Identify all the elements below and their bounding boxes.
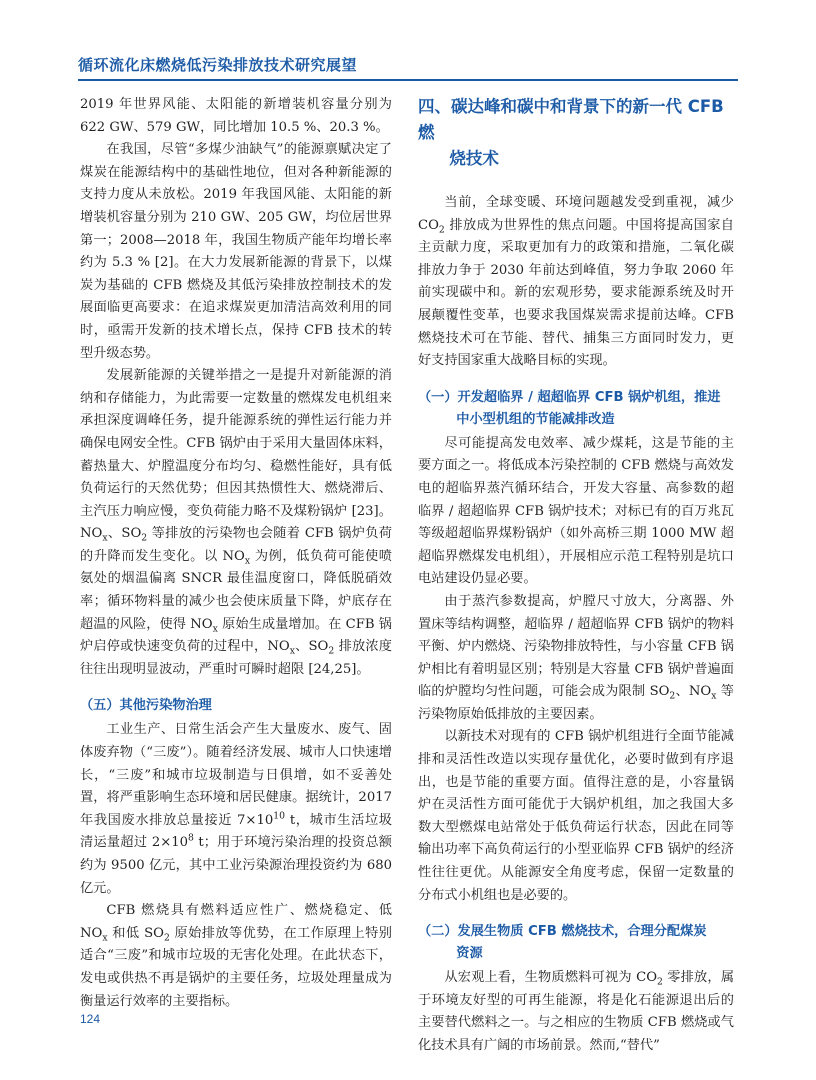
subsection-heading-line: （一）开发超临界 / 超超临界 CFB 锅炉机组，推进 [418,389,721,405]
subscript: x [102,532,108,544]
header-rule [78,79,738,81]
text-run: CFB 燃烧具有燃料适应性广、燃烧稳定、低 NO [80,903,392,941]
text-run: 原始生成量增加。在 CFB 锅炉启停或快速变负荷的过程中，NO [80,616,392,655]
subscript: x [711,690,717,702]
paragraph [418,591,734,727]
text-run: t，城市生活垃圾清运量超过 2×10 [80,812,392,851]
superscript: 8 [188,833,194,845]
subscript: 2 [141,532,148,544]
subsection-heading: （五）其他污染物治理 [80,698,212,714]
paragraph [418,967,734,1057]
text-run: 从宏观上看，生物质燃料可视为 CO [444,970,658,986]
subsection-heading [418,921,734,965]
superscript: 10 [273,810,286,822]
paragraph [80,719,392,900]
section-heading [418,94,734,172]
subscript: 2 [163,932,170,944]
page-number: 124 [80,1012,101,1026]
text-run: 等污染物原始低排放的主要因素。 [418,684,734,722]
text-run: 工业生产、日常生活会产生大量废水、废气、固体废弃物（“三废”）。随着经济发展、城市人口快速增长，“三废”和城市垃圾制造与日俱增，如不妥善处置，将严重影响生态环境和居民健康。据统计，2017 年我国废水排放总量接近 7×10 [80,722,392,828]
left-column [80,94,392,1013]
paragraph: 在我国，尽管“多煤少油缺气”的能源禀赋决定了煤炭在能源结构中的基础性地位，但对各种新能源的支持力度从未放松。2019 年我国风能、太阳能的新增装机容量分别为 210 GW、205 GW，均位居世界第一；2008—2018 年，我国生物质产能年均增长率约为 5.3 % [2]。在大力发展新能源的背景下，以煤炭为基础的 CFB 燃烧及其低污染排放控制技术的发展面临更高要求：在追求煤炭更加清洁高效利用的同时，亟需开发新的技术增长点，保持 CFB 技术的转型升级态势。 [80,142,392,361]
subscript: x [244,555,251,567]
section-heading-line: 烧技术 [449,149,499,168]
subsection-heading [418,387,734,431]
section-heading-line: 四、碳达峰和碳中和背景下的新一代 CFB 燃 [418,97,724,142]
text-run: 、SO [107,526,142,542]
right-column [418,94,734,1058]
text-run: 原始排放等优势，在工作原理上特别适合“三废”和城市垃圾的无害化处理。在此状态下，发电或供热不再是锅炉的主要任务，垃圾处理量成为衡量运行效率的主要指标。 [80,925,392,1009]
paragraph: 2019 年世界风能、太阳能的新增装机容量分别为 622 GW、579 GW，同比增加 10.5 %、20.3 %。 [80,97,392,135]
text-run: 排放浓度往往出现明显波动，严重时可瞬时超限 [24,25]。 [80,639,392,677]
text-run: 等排放的污染物也会随着 CFB 锅炉负荷的升降而发生变化。以 NO [80,526,392,564]
paragraph: 尽可能提高发电效率、减少煤耗，这是节能的主要方面之一。将低成本污染控制的 CFB 燃烧与高效发电的超临界蒸汽循环结合，开发大容量、高参数的超临界 / 超超临界 CFB 锅炉技术；对标已有的百万兆瓦等级超超临界煤粉锅炉（如外高桥三期 1000 MW 超超临界燃煤发电机组），开展相应示范工程特别是坑口电站建设仍显必要。 [418,435,734,587]
subscript: 2 [669,690,676,702]
subscript: 2 [328,645,335,657]
subscript: x [289,645,295,657]
text-run: 为例，低负荷可能使喷氨处的烟温偏离 SNCR 最佳温度窗口，降低脱硝效率；循环物料量的减少也会使床质量下降，炉底存在超温的风险，使得 NO [80,548,392,632]
text-run: 由于蒸汽参数提高，炉膛尺寸放大，分离器、外置床等结构调整，超临界 / 超超临界 CFB 锅炉的物料平衡、炉内燃烧、污染物排放特性，与小容量 CFB 锅炉相比有着明显区别；特别是大容量 CFB 锅炉普遍面临的炉膛均匀性问题，可能会成为限制 SO [418,593,734,700]
text-run: 排放成为世界性的焦点问题。中国将提高国家自主贡献力度，采取更加有力的政策和措施，二氧化碳排放力争于 2030 年前达到峰值，努力争取 2060 年前实现碳中和。新的宏观形势，要求能源系统及时开展颠覆性变革，也要求我国煤炭需求提前达峰。CFB 燃烧技术可在节能、替代、捕集三方面同时发力，更好支持国家重大战略目标的实现。 [418,217,734,369]
subscript: x [212,623,218,635]
text-run: 和低 SO [107,925,164,941]
text-run: 发展新能源的关键举措之一是提升对新能源的消纳和存储能力，为此需要一定数量的燃煤发电机组来承担深度调峰任务，提升能源系统的弹性运行能力并确保电网安全性。CFB 锅炉由于采用大量固体床料，蓄热量大、炉膛温度分布均匀、稳燃性能好，具有低负荷运行的天然优势；但因其热惯性大、燃烧滞后、主汽压力响应慢，变负荷能力略不及煤粉锅炉 [23]。NO [80,368,392,542]
subsection-heading-line: 资源 [456,946,483,962]
text-run: t；用于环境污染治理的投资总额约为 9500 亿元，其中工业污染源治理投资约为 680 亿元。 [80,835,392,896]
subsection-heading-line: 中小型机组的节能减排改造 [456,411,615,427]
subscript: 2 [657,976,663,988]
subsection-heading-line: （二）发展生物质 CFB 燃烧技术，合理分配煤炭 [418,924,707,940]
running-header [78,54,738,75]
paragraph [418,192,734,373]
subscript: x [102,932,108,944]
text-run: 、SO [294,639,329,655]
subscript: 2 [438,224,445,236]
text-run: 当前，全球变暖、环境问题越发受到重视，减少 CO [418,195,734,233]
text-run: 、NO [675,684,712,700]
header-title: 循环流化床燃烧低污染排放技术研究展望 [78,56,358,74]
paragraph [80,900,392,1013]
paragraph: 以新技术对现有的 CFB 锅炉机组进行全面节能减排和灵活性改造以实现存量优化，必要时做到有序退出，也是节能的重要方面。值得注意的是，小容量锅炉在灵活性方面可能优于大锅炉机组，加之我国大多数大型燃煤电站常处于低负荷运行状态，因此在同等输出功率下高负荷运行的小型亚临界 CFB 锅炉的经济性往往更优。从能源安全角度考虑，保留一定数量的分布式小机组也是必要的。 [418,729,734,903]
paragraph [80,365,392,681]
text-run: 零排放，属于环境友好型的可再生能源，将是化石能源退出后的主要替代燃料之一。与之相应的生物质 CFB 燃烧或气化技术具有广阔的市场前景。然而,“替代” [418,970,735,1053]
